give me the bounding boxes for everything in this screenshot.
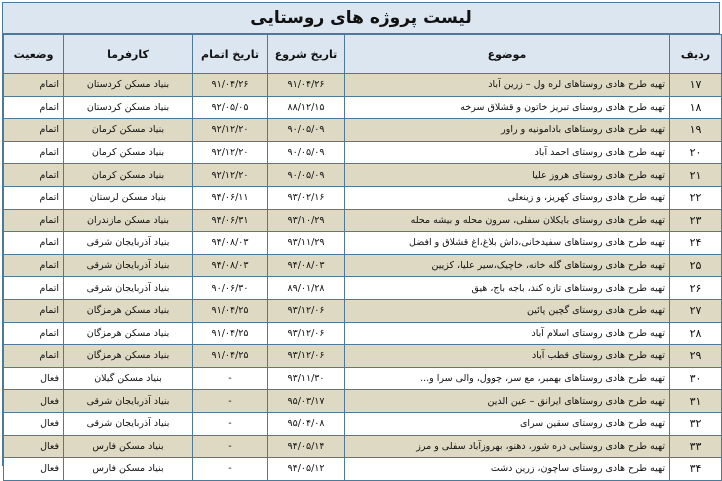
- cell-start-date: ۹۳/۱۰/۲۹: [268, 209, 345, 232]
- cell-status: اتمام: [4, 119, 64, 142]
- cell-row-number: ۳۴: [670, 458, 722, 481]
- header-row: [4, 35, 722, 74]
- cell-status: اتمام: [4, 254, 64, 277]
- cell-start-date: ۹۰/۰۵/۰۹: [268, 119, 345, 142]
- table-row: [4, 254, 722, 277]
- cell-row-number: ۳۲: [670, 412, 722, 435]
- cell-project-topic: تهیه طرح هادی روستای ساچون، زرین دشت: [345, 458, 670, 481]
- cell-end-date: ۹۴/۰۶/۱۱: [193, 186, 268, 209]
- table-row: [4, 277, 722, 300]
- projects-table-window: [2, 2, 720, 476]
- cell-row-number: ۳۱: [670, 390, 722, 413]
- cell-start-date: ۹۳/۱۱/۲۹: [268, 232, 345, 255]
- cell-status: اتمام: [4, 322, 64, 345]
- cell-row-number: ۲۰: [670, 141, 722, 164]
- table-row: [4, 164, 722, 187]
- cell-end-date: ۹۲/۱۲/۲۰: [193, 164, 268, 187]
- header-status: وضعیت: [4, 35, 64, 74]
- cell-end-date: -: [193, 367, 268, 390]
- cell-project-topic: تهیه طرح هادی روستاهای بادامونیه و راور: [345, 119, 670, 142]
- table-row: [4, 322, 722, 345]
- cell-employer: بنیاد مسکن کرمان: [64, 141, 193, 164]
- cell-row-number: ۱۷: [670, 74, 722, 97]
- cell-project-topic: تهیه طرح هادی روستای گچین پائین: [345, 299, 670, 322]
- cell-employer: بنیاد مسکن کردستان: [64, 74, 193, 97]
- cell-employer: بنیاد مسکن کردستان: [64, 96, 193, 119]
- cell-start-date: ۹۴/۰۸/۰۳: [268, 254, 345, 277]
- table-row: [4, 209, 722, 232]
- cell-status: اتمام: [4, 74, 64, 97]
- cell-start-date: ۹۳/۱۲/۰۶: [268, 345, 345, 368]
- cell-project-topic: تهیه طرح هادی روستاهای ایرانق – عین الدین: [345, 390, 670, 413]
- cell-employer: بنیاد آذربایجان شرقی: [64, 254, 193, 277]
- cell-status: فعال: [4, 435, 64, 458]
- cell-status: فعال: [4, 367, 64, 390]
- projects-table: [3, 34, 722, 481]
- header-employer: کارفرما: [64, 35, 193, 74]
- cell-employer: بنیاد مسکن هرمزگان: [64, 345, 193, 368]
- cell-row-number: ۲۶: [670, 277, 722, 300]
- table-row: [4, 74, 722, 97]
- cell-start-date: ۸۹/۰۱/۲۸: [268, 277, 345, 300]
- cell-status: اتمام: [4, 232, 64, 255]
- cell-start-date: ۹۳/۱۲/۰۶: [268, 299, 345, 322]
- header-row-number: ردیف: [670, 35, 722, 74]
- cell-start-date: ۹۰/۰۵/۰۹: [268, 164, 345, 187]
- cell-status: اتمام: [4, 277, 64, 300]
- cell-start-date: ۹۳/۱۲/۰۶: [268, 322, 345, 345]
- cell-employer: بنیاد مسکن هرمزگان: [64, 299, 193, 322]
- table-row: [4, 367, 722, 390]
- cell-employer: بنیاد آذربایجان شرقی: [64, 277, 193, 300]
- table-row: [4, 412, 722, 435]
- cell-end-date: ۹۱/۰۴/۲۵: [193, 345, 268, 368]
- cell-end-date: ۹۲/۱۲/۲۰: [193, 141, 268, 164]
- cell-project-topic: تهیه طرح هادی روستاهای سفیدخانی،داش بلاغ،اغ قشلاق و افضل: [345, 232, 670, 255]
- cell-project-topic: تهیه طرح هادی روستاهای تازه کند، باجه باج، هیق: [345, 277, 670, 300]
- cell-start-date: ۹۳/۰۲/۱۶: [268, 186, 345, 209]
- cell-row-number: ۳۰: [670, 367, 722, 390]
- cell-row-number: ۲۸: [670, 322, 722, 345]
- cell-project-topic: تهیه طرح هادی روستای قطب آباد: [345, 345, 670, 368]
- cell-end-date: -: [193, 435, 268, 458]
- cell-row-number: ۱۸: [670, 96, 722, 119]
- cell-end-date: ۹۱/۰۴/۲۵: [193, 299, 268, 322]
- cell-status: اتمام: [4, 164, 64, 187]
- table-row: [4, 390, 722, 413]
- cell-row-number: ۲۴: [670, 232, 722, 255]
- cell-employer: بنیاد مسکن کرمان: [64, 119, 193, 142]
- cell-project-topic: تهیه طرح هادی روستای احمد آباد: [345, 141, 670, 164]
- table-row: [4, 345, 722, 368]
- table-row: [4, 186, 722, 209]
- cell-employer: بنیاد مسکن فارس: [64, 458, 193, 481]
- cell-row-number: ۳۳: [670, 435, 722, 458]
- cell-start-date: ۹۴/۰۵/۱۲: [268, 458, 345, 481]
- table-row: [4, 458, 722, 481]
- cell-employer: بنیاد مسکن مازندران: [64, 209, 193, 232]
- cell-employer: بنیاد آذربایجان شرقی: [64, 232, 193, 255]
- cell-end-date: ۹۴/۰۸/۰۳: [193, 232, 268, 255]
- cell-status: اتمام: [4, 96, 64, 119]
- cell-row-number: ۲۵: [670, 254, 722, 277]
- table-title: لیست پروژه های روستایی: [3, 3, 719, 34]
- cell-row-number: ۲۳: [670, 209, 722, 232]
- cell-project-topic: تهیه طرح هادی روستای سقین سرای: [345, 412, 670, 435]
- cell-employer: بنیاد آذربایجان شرقی: [64, 390, 193, 413]
- cell-project-topic: تهیه طرح هادی روستایی دره شور، دهنو، بهروزآباد سفلی و مرز: [345, 435, 670, 458]
- cell-row-number: ۲۹: [670, 345, 722, 368]
- cell-start-date: ۸۸/۱۲/۱۵: [268, 96, 345, 119]
- table-row: [4, 141, 722, 164]
- cell-end-date: ۹۱/۰۴/۲۵: [193, 322, 268, 345]
- table-row: [4, 96, 722, 119]
- cell-project-topic: تهیه طرح هادی روستاهای لره ول – زرین آباد: [345, 74, 670, 97]
- cell-status: اتمام: [4, 299, 64, 322]
- cell-row-number: ۲۷: [670, 299, 722, 322]
- table-row: [4, 299, 722, 322]
- cell-status: اتمام: [4, 209, 64, 232]
- cell-start-date: ۹۱/۰۴/۲۶: [268, 74, 345, 97]
- cell-row-number: ۱۹: [670, 119, 722, 142]
- cell-start-date: ۹۵/۰۳/۱۷: [268, 390, 345, 413]
- cell-end-date: ۹۱/۰۴/۲۶: [193, 74, 268, 97]
- cell-start-date: ۹۳/۱۱/۳۰: [268, 367, 345, 390]
- cell-end-date: -: [193, 390, 268, 413]
- cell-employer: بنیاد مسکن گیلان: [64, 367, 193, 390]
- cell-end-date: ۹۰/۰۶/۳۰: [193, 277, 268, 300]
- table-row: [4, 119, 722, 142]
- cell-row-number: ۲۱: [670, 164, 722, 187]
- cell-end-date: ۹۴/۰۸/۰۳: [193, 254, 268, 277]
- cell-status: اتمام: [4, 141, 64, 164]
- header-end-date: تاریخ اتمام: [193, 35, 268, 74]
- header-topic: موضوع: [345, 35, 670, 74]
- cell-start-date: ۹۵/۰۴/۰۸: [268, 412, 345, 435]
- cell-project-topic: تهیه طرح هادی روستاهای بهمبر، مع سر، چوول، والی سرا و...: [345, 367, 670, 390]
- table-row: [4, 232, 722, 255]
- cell-end-date: -: [193, 458, 268, 481]
- cell-project-topic: تهیه طرح هادی روستای تبریز خاتون و قشلاق سرخه: [345, 96, 670, 119]
- cell-project-topic: تهیه طرح هادی روستاهای گله خانه، خاچیک،سیر علیا، کزیین: [345, 254, 670, 277]
- cell-end-date: ۹۴/۰۶/۳۱: [193, 209, 268, 232]
- cell-project-topic: تهیه طرح هادی روستای کهریز، و زینعلی: [345, 186, 670, 209]
- cell-employer: بنیاد مسکن هرمزگان: [64, 322, 193, 345]
- table-row: [4, 435, 722, 458]
- cell-employer: بنیاد مسکن فارس: [64, 435, 193, 458]
- cell-row-number: ۲۲: [670, 186, 722, 209]
- cell-status: فعال: [4, 458, 64, 481]
- cell-status: فعال: [4, 412, 64, 435]
- cell-project-topic: تهیه طرح هادی روستای بایکلان سفلی، سرون محله و بیشه محله: [345, 209, 670, 232]
- cell-employer: بنیاد مسکن کرمان: [64, 164, 193, 187]
- cell-end-date: -: [193, 412, 268, 435]
- cell-start-date: ۹۰/۰۵/۰۹: [268, 141, 345, 164]
- cell-employer: بنیاد مسکن لرستان: [64, 186, 193, 209]
- header-start-date: تاریخ شروع: [268, 35, 345, 74]
- cell-project-topic: تهیه طرح هادی روستای هروز علیا: [345, 164, 670, 187]
- cell-start-date: ۹۴/۰۵/۱۴: [268, 435, 345, 458]
- cell-status: اتمام: [4, 186, 64, 209]
- cell-project-topic: تهیه طرح هادی روستای اسلام آباد: [345, 322, 670, 345]
- cell-employer: بنیاد آذربایجان شرقی: [64, 412, 193, 435]
- cell-status: اتمام: [4, 345, 64, 368]
- cell-end-date: ۹۲/۱۲/۲۰: [193, 119, 268, 142]
- cell-end-date: ۹۲/۰۵/۰۵: [193, 96, 268, 119]
- cell-status: فعال: [4, 390, 64, 413]
